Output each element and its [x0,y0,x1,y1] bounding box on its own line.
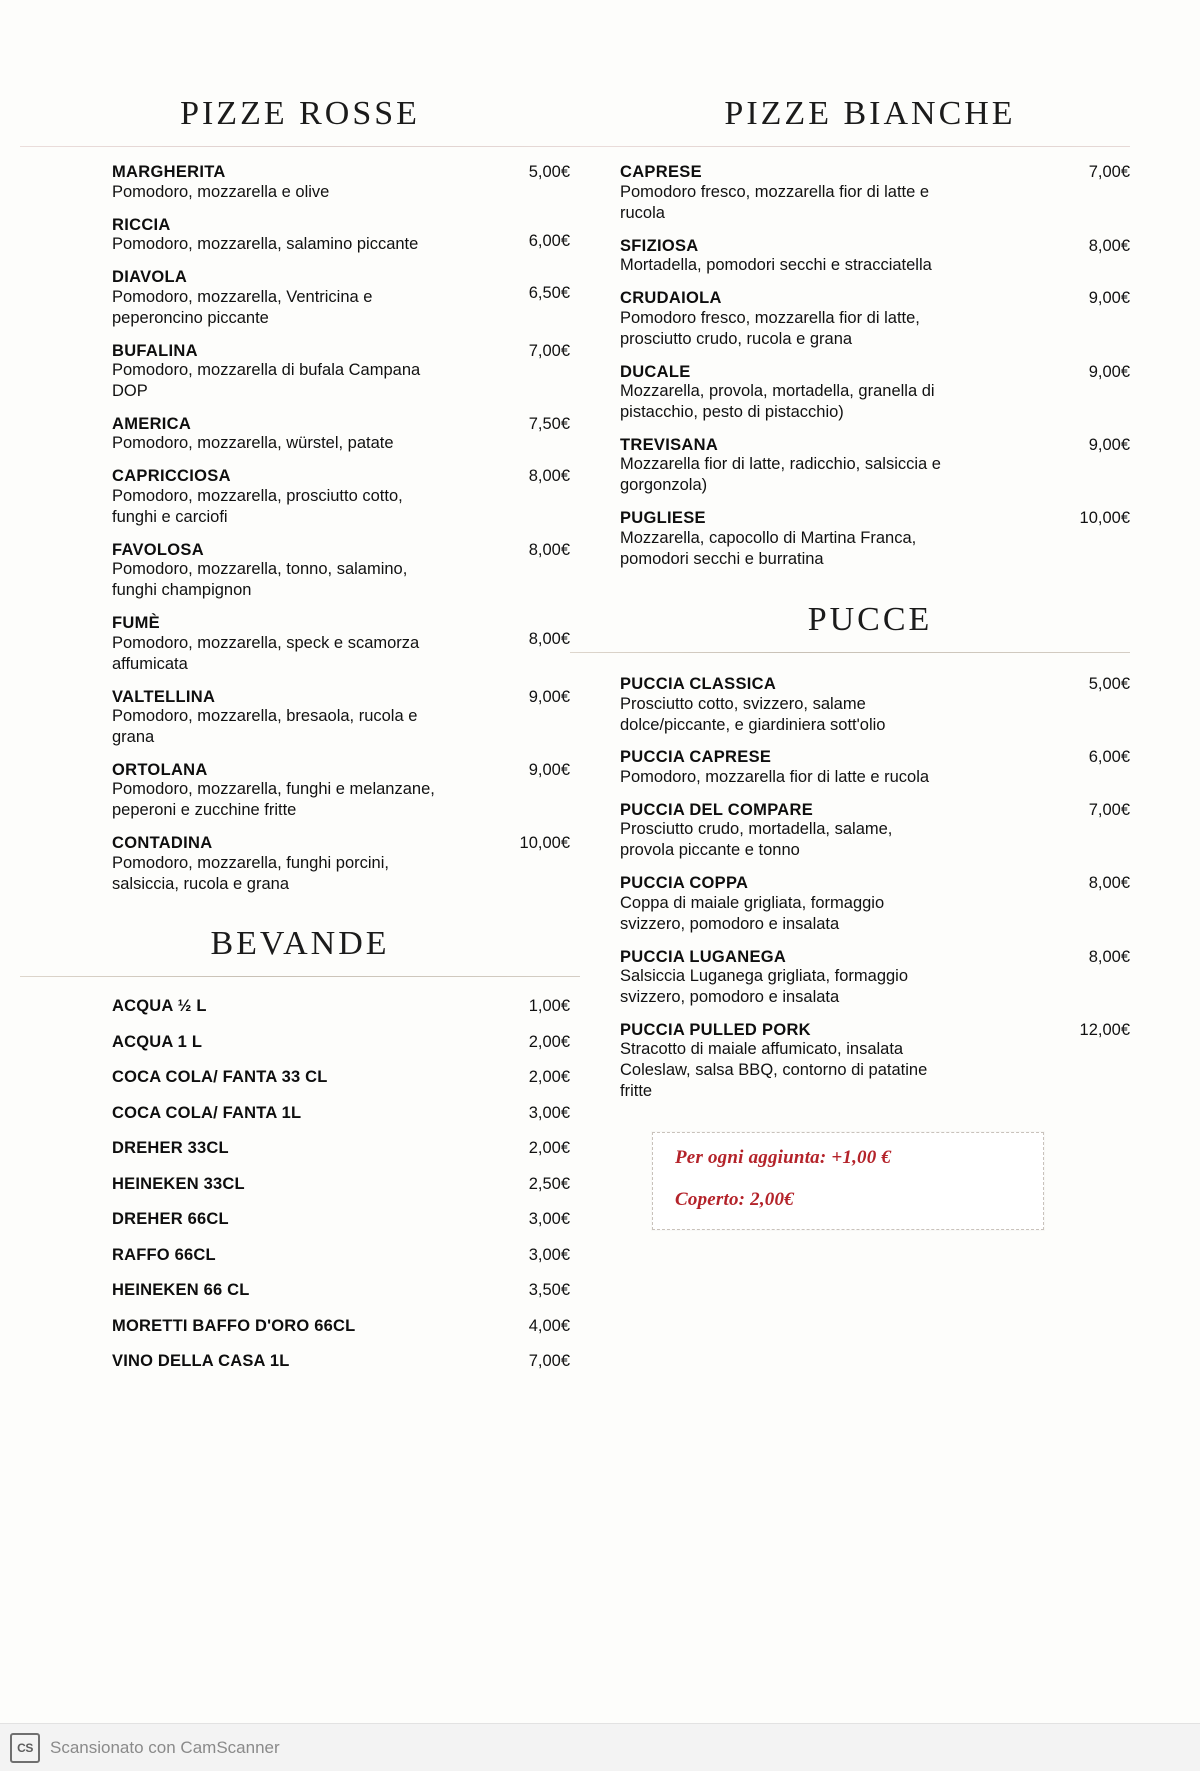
menu-item[interactable] [112,415,570,454]
drink-price: 2,00€ [528,1068,570,1087]
menu-item-description: Pomodoro, mozzarella, funghi e melanzane, peperoni e zucchine fritte [112,780,435,820]
menu-item-text [620,509,1058,569]
drink-name: MORETTI BAFFO D'ORO 66CL [112,1316,356,1335]
menu-item-name: BUFALINA [112,341,198,360]
menu-item[interactable] [112,216,570,255]
menu-item-price: 8,00€ [528,467,570,486]
menu-item-description: Pomodoro, mozzarella e olive [112,182,330,201]
notice-line-aggiunta: Per ogni aggiunta: +1,00 € [675,1147,892,1169]
menu-item-price: 9,00€ [1088,435,1130,454]
menu-item-name: CONTADINA [112,834,213,853]
camscanner-label: Scansionato con CamScanner [50,1737,280,1757]
section-divider-pucce [570,652,1130,653]
menu-item-price: 9,00€ [528,760,570,779]
menu-item-description: Pomodoro, mozzarella, tonno, salamino, funghi champignon [112,560,408,600]
menu-item-description: Coppa di maiale grigliata, formaggio svizzero, pomodoro e insalata [620,893,885,933]
menu-item-name: RICCIA [112,215,171,234]
section-title-pizze-bianche: PIZZE BIANCHE [724,95,1016,132]
surcharge-notice-box [652,1132,1044,1230]
menu-item[interactable] [112,163,570,202]
menu-item-description: Pomodoro, mozzarella, bresaola, rucola e grana [112,707,418,746]
menu-item-name: MARGHERITA [112,163,226,182]
menu-item-text [112,342,498,402]
drink-row[interactable] [112,1246,570,1265]
menu-item-text [620,289,1058,349]
pucce-list [610,675,1130,1102]
menu-item-name: PUCCIA LUGANEGA [620,947,787,966]
drink-price: 7,00€ [528,1352,570,1371]
menu-item-description: Mortadella, pomodori secchi e stracciatella [620,256,932,275]
menu-item[interactable] [620,436,1130,496]
menu-item-text [620,163,1058,223]
left-column [20,95,580,1388]
menu-item-text [620,801,1058,861]
drink-price: 2,50€ [528,1174,570,1193]
menu-item-name: DUCALE [620,362,691,381]
menu-item-price: 7,00€ [528,341,570,360]
camscanner-logo-icon: CS [10,1733,40,1763]
menu-item-name: SFIZIOSA [620,236,699,255]
section-divider-pizze-rosse [20,146,580,147]
menu-item-description: Pomodoro fresco, mozzarella fior di latte, prosciutto crudo, rucola e grana [620,308,920,348]
spacer [610,583,1130,601]
drink-name: COCA COLA/ FANTA 1L [112,1103,302,1122]
menu-item-name: CRUDAIOLA [620,289,722,308]
menu-item-price: 8,00€ [528,630,570,649]
menu-item-text [112,415,498,454]
menu-item-price: 7,00€ [1088,163,1130,182]
menu-item-text [112,541,498,601]
menu-item-text [112,761,498,821]
drink-name: COCA COLA/ FANTA 33 CL [112,1068,328,1087]
drink-price: 4,00€ [528,1316,570,1335]
drink-price: 3,00€ [528,1210,570,1229]
drink-price: 3,00€ [528,1245,570,1264]
menu-item-name: FAVOLOSA [112,540,204,559]
menu-item-name: DIAVOLA [112,268,188,287]
menu-item-price: 5,00€ [528,163,570,182]
menu-item-price: 6,00€ [1088,748,1130,767]
menu-item-name: ORTOLANA [112,760,208,779]
notice-line-coperto: Coperto: 2,00€ [675,1189,794,1211]
menu-item[interactable] [620,163,1130,223]
menu-item[interactable] [112,541,570,601]
menu-item-description: Mozzarella, capocollo di Martina Franca, pomodori secchi e burratina [620,528,917,568]
section-divider-pizze-bianche [570,146,1130,147]
menu-item-name: CAPRESE [620,163,702,182]
section-title-bevande: BEVANDE [210,924,390,962]
menu-item-description: Pomodoro, mozzarella, funghi porcini, salsiccia, rucola e grana [112,853,389,893]
drink-row[interactable] [112,1104,570,1123]
menu-item[interactable] [620,1021,1130,1102]
drink-name: VINO DELLA CASA 1L [112,1352,290,1371]
menu-item-description: Pomodoro, mozzarella fior di latte e rucola [620,767,930,786]
menu-item-price: 10,00€ [519,834,570,853]
menu-item-text [112,834,498,894]
section-title-pizze-rosse: PIZZE ROSSE [180,95,420,132]
menu-item-text [620,436,1058,496]
menu-item-name: PUGLIESE [620,509,706,528]
pizze-bianche-list [610,163,1130,569]
menu-item-price: 12,00€ [1079,1021,1130,1039]
drink-name: DREHER 66CL [112,1210,229,1229]
drink-row[interactable] [112,1281,570,1300]
menu-item-text [112,268,498,328]
drink-row[interactable] [112,1352,570,1371]
menu-item[interactable] [620,675,1130,735]
menu-item-text [112,216,498,255]
menu-item-price: 9,00€ [528,687,570,706]
menu-item[interactable] [112,614,570,674]
menu-item-text [620,748,1058,787]
drink-row[interactable] [112,1210,570,1229]
pizze-rosse-list [20,163,580,894]
menu-item[interactable] [620,748,1130,787]
drink-row[interactable] [112,1317,570,1336]
menu-item-name: VALTELLINA [112,687,216,706]
drink-name: ACQUA ½ L [112,997,207,1016]
menu-item-name: TREVISANA [620,435,719,454]
menu-item[interactable] [112,467,570,527]
menu-item-text [620,874,1058,934]
menu-item-price: 6,50€ [528,284,570,303]
menu-item-text [620,948,1058,1008]
menu-item[interactable] [620,948,1130,1008]
menu-item-price: 10,00€ [1079,509,1130,528]
right-column [610,95,1130,1388]
camscanner-watermark-bar [0,1723,1200,1771]
menu-item-text [112,467,498,527]
menu-item-name: AMERICA [112,414,192,433]
menu-item[interactable] [620,509,1130,569]
menu-columns [0,95,1200,1388]
menu-item-description: Prosciutto crudo, mortadella, salame, provola piccante e tonno [620,820,893,860]
menu-item-price: 7,50€ [528,414,570,433]
menu-item-price: 9,00€ [1088,362,1130,381]
menu-item-price: 6,00€ [528,231,570,250]
drink-row[interactable] [112,1139,570,1158]
section-title-pucce: PUCCE [807,600,933,638]
menu-item-name: PUCCIA COPPA [620,874,749,893]
menu-item-name: PUCCIA DEL COMPARE [620,800,814,819]
menu-item[interactable] [620,289,1130,349]
menu-item-price: 8,00€ [1088,947,1130,966]
menu-item-text [620,237,1058,276]
drink-price: 2,00€ [528,1139,570,1158]
menu-item-price: 7,00€ [1088,800,1130,819]
menu-item-price: 5,00€ [1088,675,1130,694]
section-divider-bevande [20,976,580,977]
menu-item-price: 8,00€ [528,540,570,559]
menu-item-description: Mozzarella, provola, mortadella, granella di pistacchio, pesto di pistacchio) [620,382,935,421]
menu-item[interactable] [112,342,570,402]
menu-item-text [620,1021,1058,1102]
menu-item-description: Prosciutto cotto, svizzero, salame dolce/piccante, e giardiniera sott'olio [620,694,886,734]
drink-name: RAFFO 66CL [112,1245,216,1264]
menu-item-price: 8,00€ [1088,236,1130,255]
drink-name: HEINEKEN 33CL [112,1174,245,1193]
menu-item-price: 8,00€ [1088,874,1130,893]
menu-item[interactable] [112,761,570,821]
menu-item-name: CAPRICCIOSA [112,467,231,486]
menu-item-name: PUCCIA CAPRESE [620,748,772,767]
menu-item-text [620,363,1058,423]
menu-item-name: PUCCIA PULLED PORK [620,1021,811,1039]
drink-name: ACQUA 1 L [112,1032,203,1051]
menu-item-description: Stracotto di maiale affumicato, insalata Coleslaw, salsa BBQ, contorno di patatine fritte [620,1040,928,1101]
menu-item-description: Salsiccia Luganega grigliata, formaggio svizzero, pomodoro e insalata [620,967,909,1007]
menu-item-description: Pomodoro, mozzarella, Ventricina e peperoncino piccante [112,287,373,327]
menu-item-description: Pomodoro, mozzarella, speck e scamorza affumicata [112,633,420,673]
menu-item-text [620,675,1058,735]
menu-item-description: Pomodoro, mozzarella di bufala Campana DOP [112,361,421,401]
drink-price: 3,50€ [528,1281,570,1300]
menu-item[interactable] [112,268,570,328]
menu-item-name: FUMÈ [112,614,160,633]
drink-price: 3,00€ [528,1103,570,1122]
menu-item-description: Pomodoro, mozzarella, prosciutto cotto, funghi e carciofi [112,486,403,526]
menu-item-description: Pomodoro fresco, mozzarella fior di latte e rucola [620,182,930,222]
drink-name: HEINEKEN 66 CL [112,1281,250,1300]
menu-item[interactable] [620,801,1130,861]
menu-item-description: Pomodoro, mozzarella, salamino piccante [112,235,419,254]
drink-row[interactable] [112,1033,570,1052]
menu-item[interactable] [620,363,1130,423]
menu-item-name: PUCCIA CLASSICA [620,675,777,694]
menu-item[interactable] [112,688,570,748]
drink-name: DREHER 33CL [112,1139,229,1158]
menu-item-text [112,614,498,674]
menu-item-text [112,688,498,748]
menu-item[interactable] [620,874,1130,934]
menu-item-description: Mozzarella fior di latte, radicchio, salsiccia e gorgonzola) [620,455,941,495]
menu-item-description: Pomodoro, mozzarella, würstel, patate [112,434,394,453]
drink-price: 1,00€ [528,997,570,1016]
menu-item[interactable] [620,237,1130,276]
drink-row[interactable] [112,1068,570,1087]
drink-row[interactable] [112,1175,570,1194]
drink-price: 2,00€ [528,1032,570,1051]
bevande-list [20,997,580,1371]
drink-row[interactable] [112,997,570,1016]
menu-item-text [112,163,498,202]
menu-item-price: 9,00€ [1088,289,1130,308]
menu-item[interactable] [112,834,570,894]
